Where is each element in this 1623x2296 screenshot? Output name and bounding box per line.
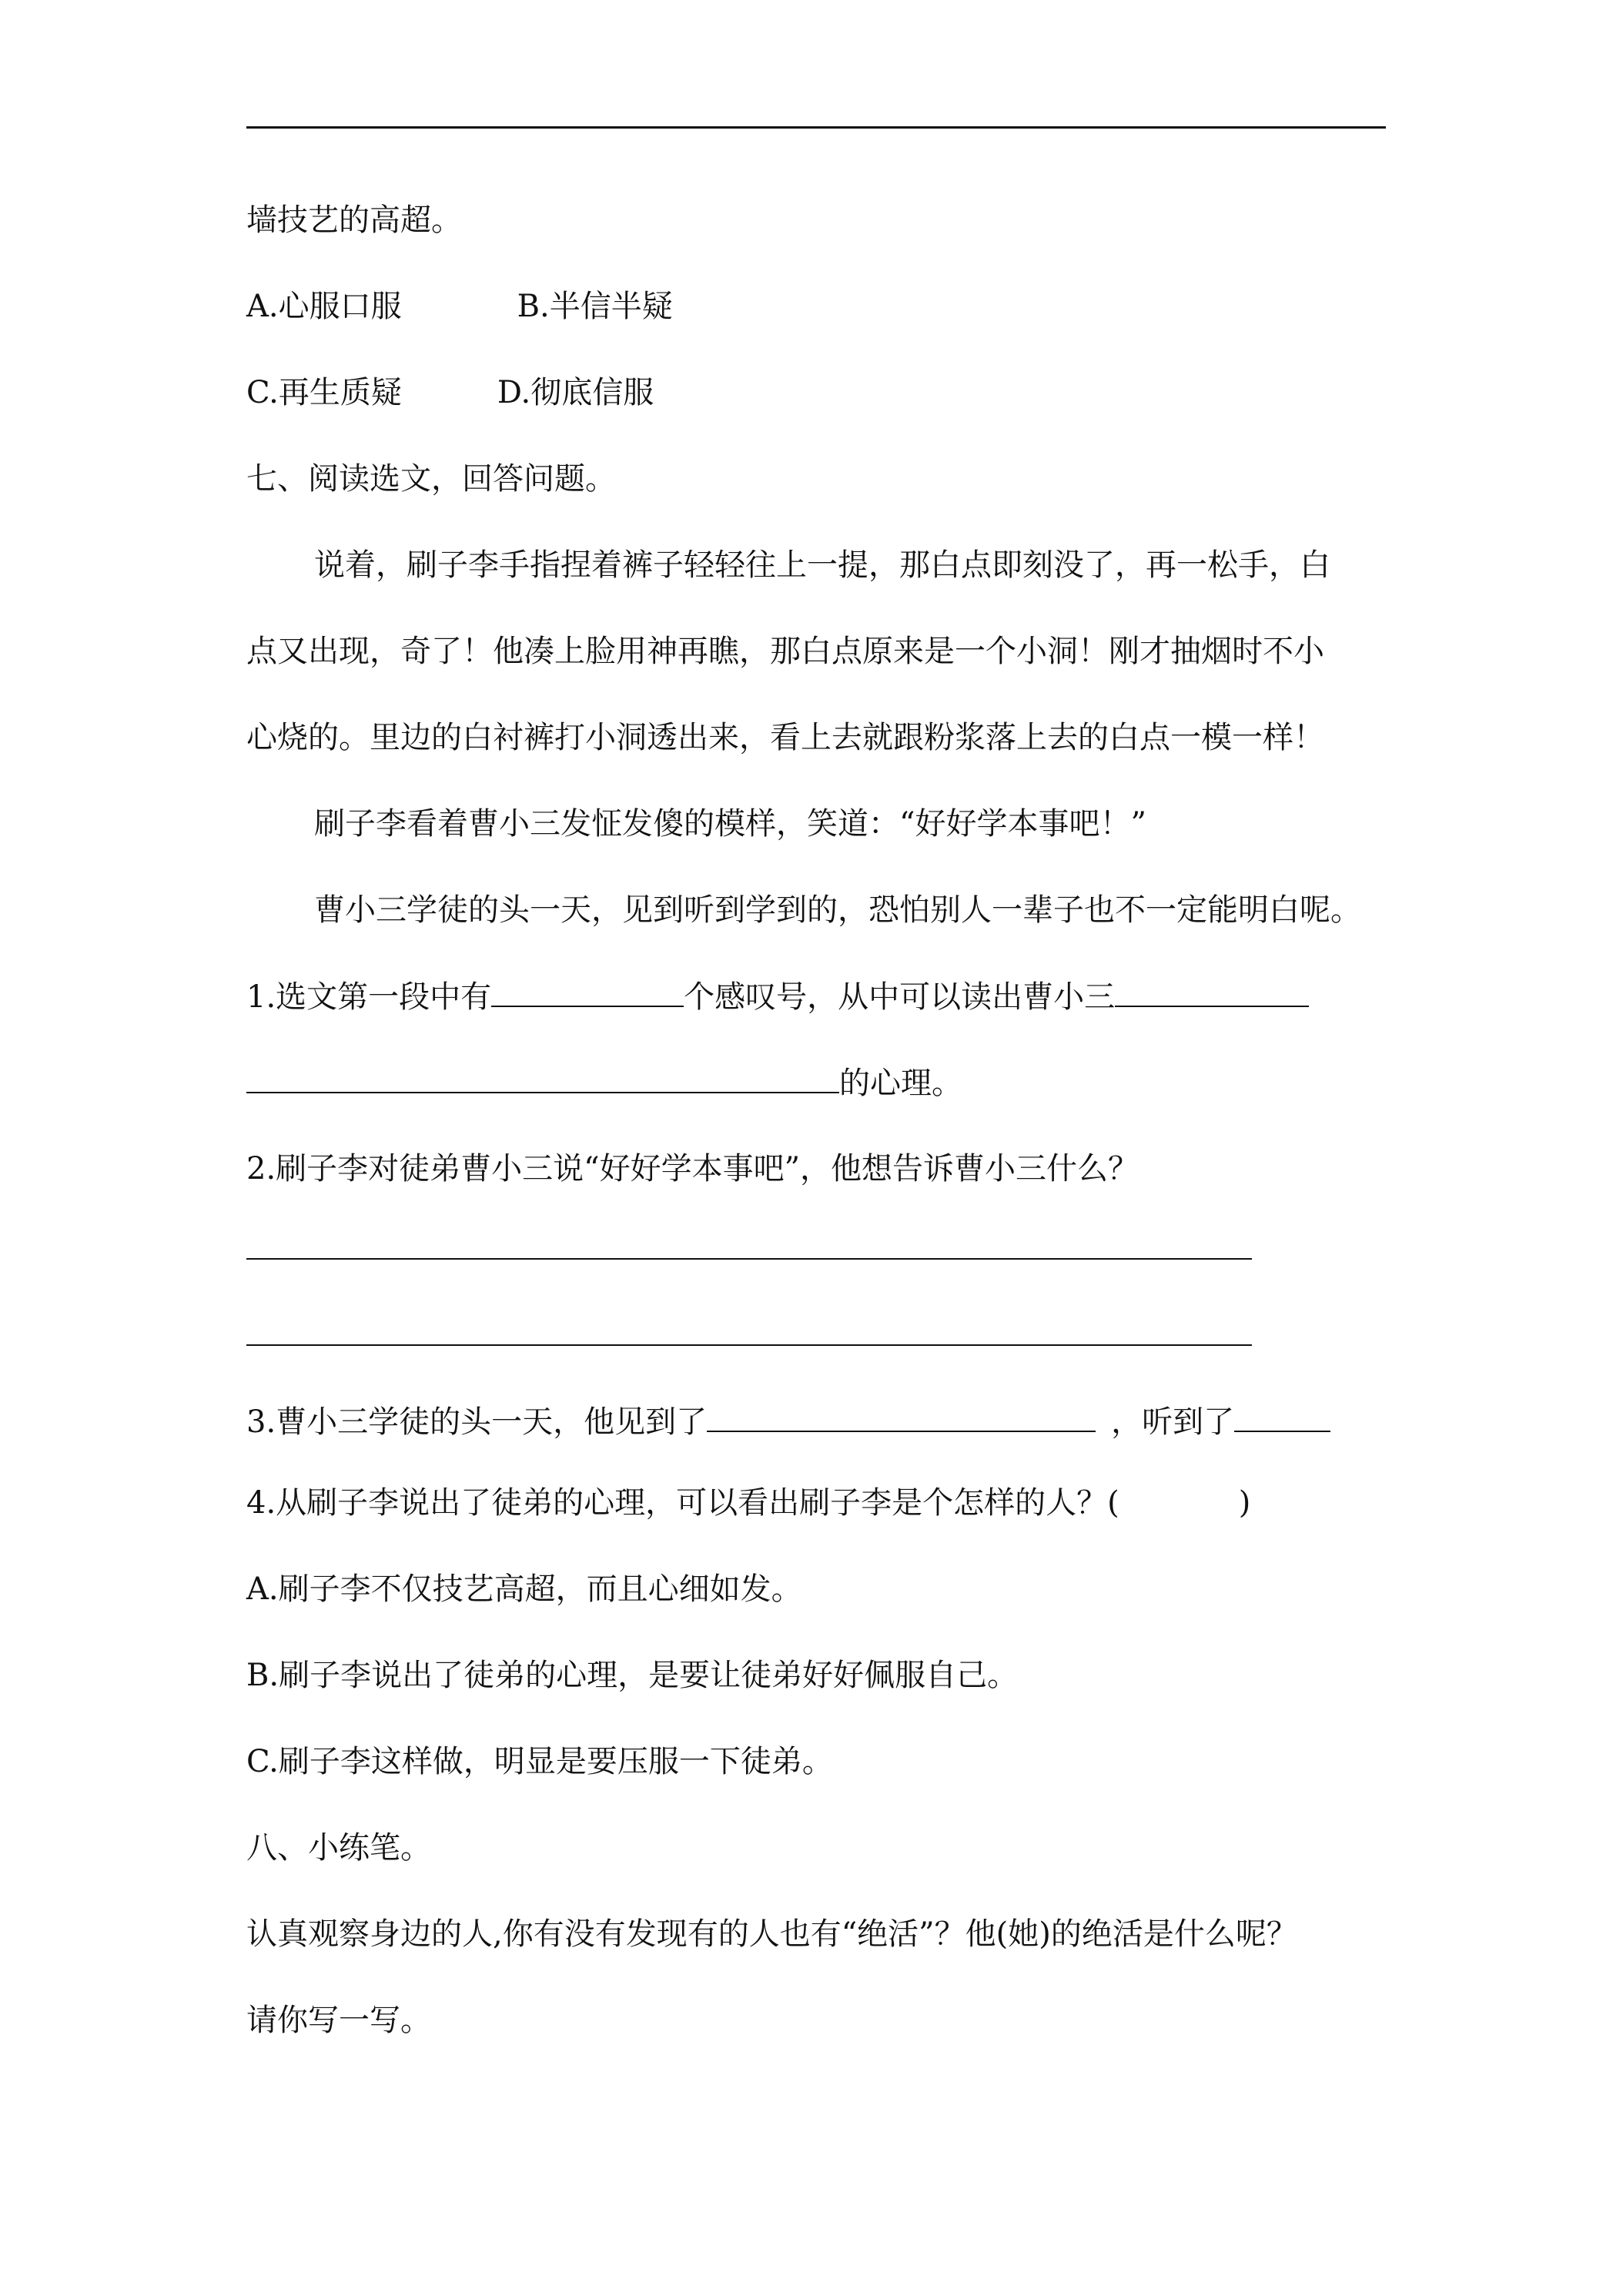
previous-question-fragment: 墙技艺的高超。 (246, 202, 462, 238)
q1-text-2: 个感叹号，从中可以读出曹小三 (684, 979, 1116, 1015)
section-8-heading: 八、小练笔。 (246, 1830, 431, 1866)
q6-option-d: D.彻底信服 (497, 375, 654, 410)
q2-answer-line-1[interactable] (246, 1258, 1252, 1260)
section-7-heading: 七、阅读选文，回答问题。 (246, 461, 616, 497)
q1-blank-feeling[interactable] (1115, 975, 1309, 1007)
q4-option-b: B.刷子李说出了徒弟的心理，是要让徒弟好好佩服自己。 (246, 1658, 1019, 1693)
passage-line-1: 说着，刷子李手指捏着裤子轻轻往上一提，那白点即刻没了，再一松手，白 (314, 547, 1330, 583)
q3-blank-saw[interactable] (707, 1400, 1096, 1432)
question-1-continued (246, 1061, 962, 1105)
section-8-prompt-line-2: 请你写一写。 (246, 2003, 431, 2038)
q1-text-3: 的心理。 (839, 1066, 962, 1101)
q3-text-2: ，听到了 (1111, 1404, 1235, 1440)
q4-stem: 4.从刷子李说出了徒弟的心理，可以看出刷子李是个怎样的人？( (246, 1485, 1119, 1521)
q3-blank-heard[interactable] (1234, 1400, 1330, 1432)
q4-close-paren: ) (1238, 1485, 1251, 1521)
q1-blank-feeling-continued[interactable] (246, 1061, 839, 1093)
q6-option-c: C.再生质疑 (246, 375, 402, 410)
q2-answer-line-2[interactable] (246, 1344, 1252, 1346)
question-3 (246, 1400, 1330, 1444)
question-2: 2.刷子李对徒弟曹小三说“好好学本事吧”，他想告诉曹小三什么？ (246, 1151, 1139, 1186)
passage-line-4: 刷子李看着曹小三发怔发傻的模样，笑道：“好好学本事吧！” (314, 806, 1146, 842)
passage-line-3: 心烧的。里边的白衬裤打小洞透出来，看上去就跟粉浆落上去的白点一模一样！ (246, 720, 1324, 755)
q1-blank-count[interactable] (491, 975, 684, 1007)
question-4 (246, 1481, 1250, 1525)
passage-line-2: 点又出现，奇了！他凑上脸用神再瞧，那白点原来是一个小洞！刚才抽烟时不小 (246, 634, 1324, 669)
q6-option-b: B.半信半疑 (517, 289, 673, 324)
q6-options-row-2 (246, 371, 654, 414)
section-8-prompt-line-1: 认真观察身边的人,你有没有发现有的人也有“绝活”？他(她)的绝活是什么呢？ (246, 1916, 1297, 1952)
passage-line-5: 曹小三学徒的头一天，见到听到学到的，恐怕别人一辈子也不一定能明白呢。 (314, 892, 1361, 928)
q6-options-row-1 (246, 285, 673, 328)
question-1 (246, 975, 1309, 1019)
answer-line-top (246, 126, 1386, 129)
q4-option-c: C.刷子李这样做，明显是要压服一下徒弟。 (246, 1744, 833, 1779)
q6-option-a: A.心服口服 (246, 289, 402, 324)
q4-option-a: A.刷子李不仅技艺高超，而且心细如发。 (246, 1571, 802, 1607)
q1-text-1: 1.选文第一段中有 (246, 979, 492, 1015)
q3-text-1: 3.曹小三学徒的头一天，他见到了 (246, 1404, 708, 1440)
